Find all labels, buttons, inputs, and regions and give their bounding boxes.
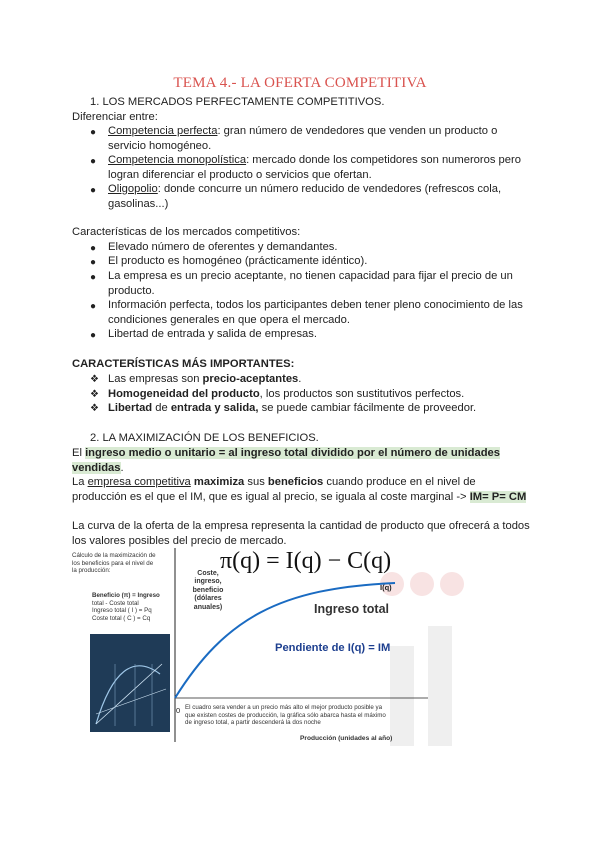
bullet-icon: ● (90, 243, 97, 254)
bullet-icon: ● (90, 257, 97, 268)
item-text: logran diferenciar el producto o servicios que ofertan. (108, 168, 372, 181)
list-item (108, 182, 538, 211)
diamond-bullet-icon: ❖ (90, 374, 99, 385)
watermark-dot (440, 572, 464, 596)
thumbnail-chart (90, 634, 170, 732)
axis-label-line: beneficio (192, 586, 224, 594)
item-text: La empresa es un precio aceptante, no tienen capacidad para fijar el precio de un (108, 270, 513, 282)
intro-text: Diferenciar entre: (72, 111, 158, 123)
item-bold: precio-aceptantes (202, 373, 299, 385)
bullet-icon: ● (90, 272, 97, 283)
slope-label: Pendiente de I(q) = IM (275, 642, 391, 654)
definition-line: Coste total ( C ) = Cq (92, 614, 151, 622)
bullet-icon: ● (90, 156, 97, 167)
bullet-icon: ● (90, 301, 97, 312)
page-title: TEMA 4.- LA OFERTA COMPETITIVA (173, 75, 427, 91)
paragraph-maximization (72, 475, 542, 504)
thumbnail-background (90, 634, 170, 732)
item-bold: entrada y salida, (170, 402, 259, 414)
list-item (108, 401, 538, 416)
text: sus (244, 476, 268, 488)
bullet-icon: ● (90, 185, 97, 196)
section2-heading: 2. LA MAXIMIZACIÓN DE LOS BENEFICIOS. (90, 432, 319, 444)
figure-left-caption (72, 552, 172, 575)
list-item: El producto es homogéneo (prácticamente idéntico). (108, 255, 368, 267)
text: La (72, 476, 88, 488)
profit-formula: π(q) = I(q) − C(q) (220, 548, 392, 574)
item-text: producto. (108, 284, 155, 297)
list-item (108, 298, 538, 327)
bold-text: maximiza (190, 476, 245, 488)
list-item (108, 372, 538, 387)
list-item (108, 124, 538, 153)
axis-label-line: Coste, (197, 570, 219, 577)
item-text: : mercado donde los competidores son numeroros pero (246, 154, 521, 166)
revenue-figure (70, 548, 530, 746)
text: El (72, 447, 86, 459)
list-item: Elevado número de oferentes y demandantes. (108, 241, 338, 253)
watermark-bar (428, 626, 452, 746)
item-bold: Homogeneidad del producto (108, 388, 260, 400)
characteristics-intro: Características de los mercados competitivos: (72, 226, 301, 238)
text: La curva de la oferta de la empresa representa la cantidad de producto que ofrecerá a todos (72, 520, 530, 532)
definition-line: total - Coste total (92, 599, 139, 607)
text: los valores posibles del precio de mercado. (72, 534, 287, 547)
item-text: Información perfecta, todos los participantes deben tener pleno conocimiento de las (108, 299, 523, 311)
term: Oligopolio (108, 183, 158, 195)
note-line: de ingreso total, a partir descenderá la dos noche (185, 719, 321, 727)
key-heading: CARACTERÍSTICAS MÁS IMPORTANTES: (72, 358, 295, 370)
item-text: : gran número de vendedores que venden un producto o (217, 125, 498, 137)
list-item (108, 153, 538, 182)
bullet-icon: ● (90, 127, 97, 138)
item-text: Las empresas son (108, 373, 203, 385)
text: cuando produce en el nivel de (323, 476, 476, 488)
axis-label-line: (dólares (194, 595, 222, 603)
x-axis-label: Producción (unidades al año) (300, 735, 393, 742)
definition-line: Ingreso total ( I ) = Pq (92, 607, 152, 615)
axis-label-line: anuales) (193, 603, 223, 611)
bullet-icon: ● (90, 330, 97, 341)
axis-label-line: ingreso, (194, 578, 222, 586)
highlight-text: vendidas (72, 461, 121, 474)
definition-line: Beneficio (π) = Ingreso (92, 592, 160, 599)
list-item (108, 387, 538, 402)
curve-label: I(q) (380, 583, 392, 592)
item-text: condiciones generales en que opera el mercado. (108, 313, 350, 326)
diamond-bullet-icon: ❖ (90, 389, 99, 400)
item-text: se puede cambiar fácilmente de proveedor. (258, 402, 477, 414)
origin-label: 0 (176, 706, 181, 715)
caption-line: Cálculo de la maximización de (72, 552, 156, 559)
text: producción es el que el IM, que es igual al precio, se iguala al coste marginal -> (72, 490, 470, 503)
section1-heading: 1. LOS MERCADOS PERFECTAMENTE COMPETITIVOS. (90, 96, 385, 108)
caption-line: los beneficios para el nivel de (72, 559, 154, 567)
term: Competencia monopolística (108, 154, 247, 166)
ingreso-total-label: Ingreso total (314, 602, 390, 616)
figure-definitions (92, 592, 182, 622)
bold-text: beneficios (267, 476, 324, 488)
list-item (108, 269, 538, 298)
item-text: gasolinas...) (108, 197, 169, 210)
term: empresa competitiva (87, 476, 191, 488)
list-item: Libertad de entrada y salida de empresas. (108, 328, 317, 340)
caption-line: la producción: (72, 567, 111, 575)
paragraph-supply-curve (72, 519, 542, 548)
note-line: El cuadro sera vender a un precio más alto el mejor producto posible ya (185, 704, 383, 711)
diamond-bullet-icon: ❖ (90, 403, 99, 414)
item-text: de (152, 402, 171, 414)
figure-note (185, 704, 435, 727)
item-text: : donde concurre un número reducido de vendedores (refrescos cola, (157, 183, 502, 195)
note-line: que existen costes de producción, la gráfica sólo abarca hasta el máximo (185, 711, 386, 719)
item-text: . (298, 373, 302, 385)
item-bold: Libertad (108, 402, 153, 414)
highlight-text: ingreso medio o unitario = al ingreso total dividido por el número de unidades (85, 447, 500, 459)
term: Competencia perfecta (108, 125, 218, 137)
item-text: , los productos son sustitutivos perfectos. (259, 388, 465, 400)
highlight-formula: IM= P= CM (469, 490, 527, 503)
text: . (120, 461, 124, 474)
item-text: servicio homogéneo. (108, 139, 212, 152)
paragraph-average-income (72, 446, 542, 475)
